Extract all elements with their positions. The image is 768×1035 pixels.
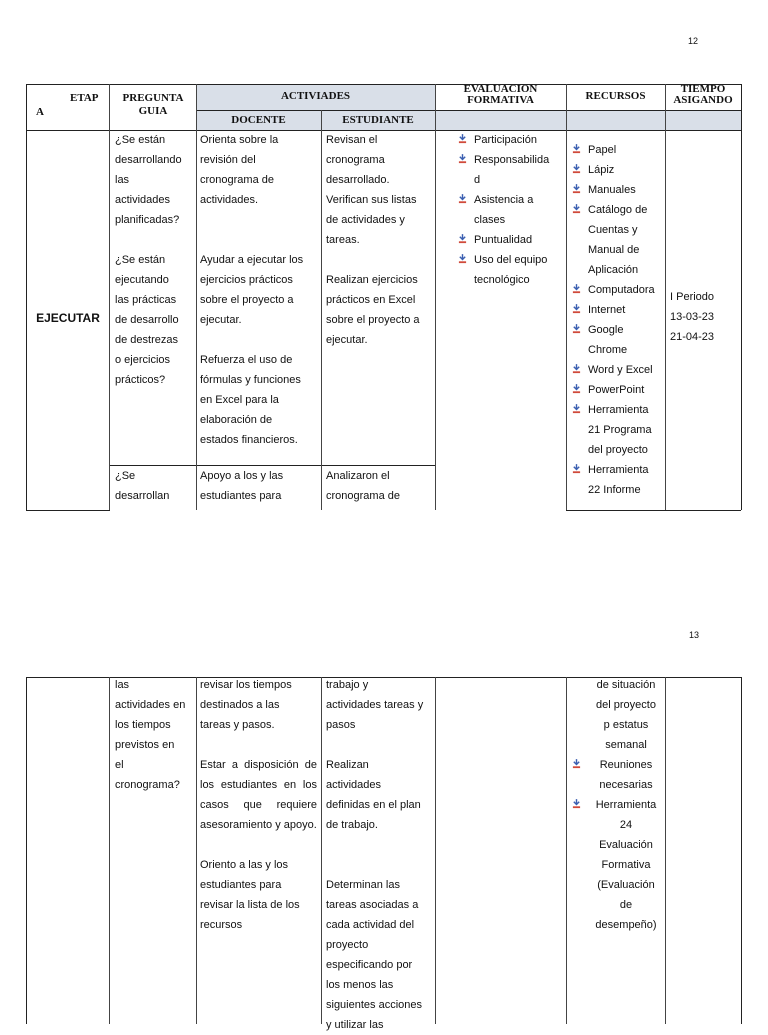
recursos-cell-2 bbox=[570, 675, 664, 935]
arrow-bullet-icon bbox=[572, 144, 581, 155]
docente-text-a: revisar los tiempos destinados a las tareas y pasos. bbox=[200, 679, 292, 731]
arrow-bullet-icon bbox=[572, 384, 581, 395]
list-item-label: Word y Excel bbox=[588, 364, 653, 376]
list-item bbox=[570, 200, 664, 280]
docente-text-b: Estar a disposición de los estudiantes en los casos que requiere asesoramiento y apoyo. bbox=[200, 759, 317, 831]
list-item-label: Papel bbox=[588, 144, 617, 156]
list-item-label: Reuniones necesarias bbox=[599, 759, 653, 791]
page-number: 12 bbox=[688, 36, 699, 46]
list-item-label: Asistencia a clases bbox=[474, 194, 534, 226]
header-pregunta-guia: PREGUNTA GUIA bbox=[122, 92, 184, 117]
arrow-bullet-icon bbox=[572, 759, 581, 770]
recursos-list bbox=[570, 140, 664, 500]
list-item-label: Herramienta 21 Programa del proyecto bbox=[588, 404, 652, 456]
recursos-list-2 bbox=[570, 755, 664, 935]
arrow-bullet-icon bbox=[572, 164, 581, 175]
estudiante-cell-3: trabajo y actividades tareas y pasos Realizan actividades definidas en el plan de trabajo. Determinan las tareas asociadas a cada actividad del proyecto especificando por los menos las siguientes acciones y utilizar las bbox=[326, 679, 424, 1031]
list-item-label: Internet bbox=[588, 304, 626, 316]
list-item bbox=[570, 360, 664, 380]
list-item-label: Puntualidad bbox=[474, 234, 533, 246]
list-item bbox=[570, 400, 664, 460]
list-item bbox=[570, 180, 664, 200]
arrow-bullet-icon bbox=[458, 254, 467, 265]
arrow-bullet-icon bbox=[458, 194, 467, 205]
evaluacion-formativa-cell bbox=[456, 130, 565, 290]
pregunta-guia-cell: ¿Se están desarrollando las actividades planificadas? ¿Se están ejecutando las prácticas de desarrollo de destrezas o ejercicios prácticos? bbox=[115, 134, 182, 386]
estudiante-cell: Revisan el cronograma desarrollado. Verifican sus listas de actividades y tareas. Realizan ejercicios prácticos en Excel sobre el proyecto a ejecutar. bbox=[326, 134, 420, 346]
list-item-label: Lápiz bbox=[588, 164, 615, 176]
list-item-label: Catálogo de Cuentas y Manual de Aplicación bbox=[588, 204, 648, 276]
arrow-bullet-icon bbox=[572, 284, 581, 295]
header-actividades: ACTIVIADES bbox=[280, 90, 351, 102]
list-item bbox=[570, 380, 664, 400]
list-item bbox=[570, 140, 664, 160]
list-item bbox=[570, 160, 664, 180]
list-item-label: PowerPoint bbox=[588, 384, 645, 396]
arrow-bullet-icon bbox=[458, 234, 467, 245]
list-item-label: Computadora bbox=[588, 284, 655, 296]
list-item-label: Participación bbox=[474, 134, 537, 146]
list-item bbox=[570, 320, 664, 360]
list-item-label: Responsabilida d bbox=[474, 154, 550, 186]
arrow-bullet-icon bbox=[572, 799, 581, 810]
arrow-bullet-icon bbox=[572, 184, 581, 195]
list-item bbox=[456, 230, 565, 250]
header-etapa: ETAP A bbox=[36, 92, 99, 118]
header-evaluacion-formativa: EVALUACION FORMATIVA bbox=[463, 83, 538, 106]
header-estudiante: ESTUDIANTE bbox=[342, 114, 414, 126]
arrow-bullet-icon bbox=[572, 204, 581, 215]
arrow-bullet-icon bbox=[458, 134, 467, 145]
docente-cell-3 bbox=[200, 675, 317, 935]
recursos-cell bbox=[570, 140, 664, 500]
list-item bbox=[570, 460, 664, 500]
header-docente: DOCENTE bbox=[231, 114, 286, 126]
list-item-label: Herramienta 24 Evaluación Formativa (Evaluación de desempeño) bbox=[595, 799, 657, 931]
docente-text-c: Oriento a las y los estudiantes para revisar la lista de los recursos bbox=[200, 859, 300, 931]
list-item bbox=[570, 795, 664, 935]
list-item bbox=[570, 300, 664, 320]
header-recursos: RECURSOS bbox=[585, 90, 646, 102]
page-number-2: 13 bbox=[689, 630, 700, 640]
docente-cell-2: Apoyo a los y las estudiantes para bbox=[200, 470, 284, 502]
docente-cell: Orienta sobre la revisión del cronograma de actividades. Ayudar a ejecutar los ejercicios prácticos sobre el proyecto a ejecutar. Refuerza el uso de fórmulas y funciones en Excel para la elaboración de estados financieros. bbox=[200, 134, 304, 446]
list-item bbox=[456, 250, 565, 290]
pregunta-guia-cell-2: ¿Se desarrollan bbox=[115, 470, 170, 502]
arrow-bullet-icon bbox=[572, 324, 581, 335]
list-item bbox=[570, 755, 664, 795]
list-item bbox=[456, 150, 565, 190]
list-item bbox=[456, 190, 565, 230]
arrow-bullet-icon bbox=[458, 154, 467, 165]
list-item bbox=[456, 130, 565, 150]
arrow-bullet-icon bbox=[572, 404, 581, 415]
list-item-label: Uso del equipo tecnológico bbox=[474, 254, 548, 286]
arrow-bullet-icon bbox=[572, 464, 581, 475]
arrow-bullet-icon bbox=[572, 364, 581, 375]
header-tiempo-asignado: TIEMPO ASIGANDO bbox=[673, 83, 733, 106]
evaluacion-list bbox=[456, 130, 565, 290]
pregunta-guia-cell-3: las actividades en los tiempos previstos en el cronograma? bbox=[115, 679, 186, 791]
list-item bbox=[570, 280, 664, 300]
list-item-label: Herramienta 22 Informe bbox=[588, 464, 649, 496]
etapa-cell: EJECUTAR bbox=[36, 311, 100, 325]
list-item-label: Manuales bbox=[588, 184, 636, 196]
arrow-bullet-icon bbox=[572, 304, 581, 315]
tiempo-cell: I Periodo 13-03-23 21-04-23 bbox=[670, 291, 715, 343]
list-item-label: Google Chrome bbox=[588, 324, 628, 356]
recursos-continuation: de situación del proyecto p estatus semanal bbox=[596, 679, 656, 751]
estudiante-cell-2: Analizaron el cronograma de bbox=[326, 470, 400, 502]
